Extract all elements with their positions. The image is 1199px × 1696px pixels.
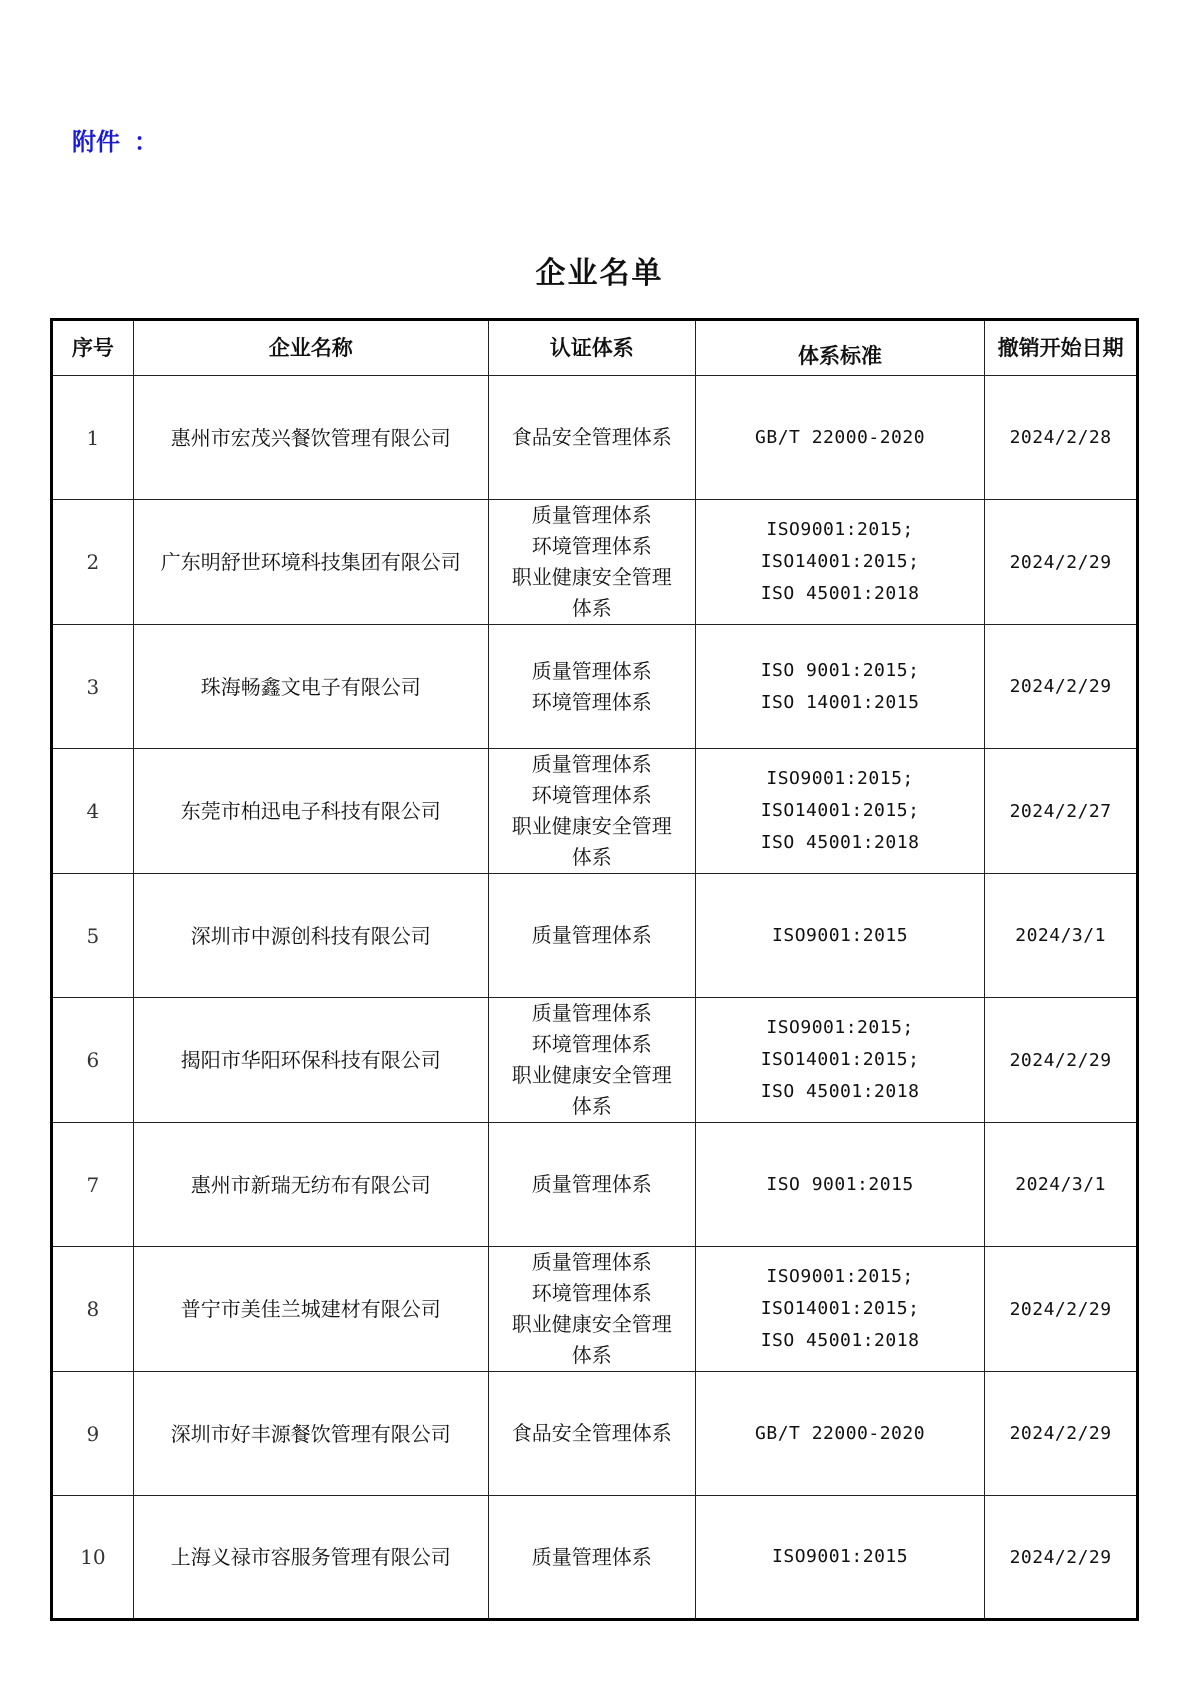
row-cert-system xyxy=(488,998,695,1123)
row-cert-system xyxy=(488,1372,695,1496)
standard-line: GB/T 22000-2020 xyxy=(755,426,926,448)
row-revoke-date: 2024/3/1 xyxy=(985,1123,1138,1247)
table-row xyxy=(52,376,1138,500)
standard-line: ISO9001:2015; xyxy=(766,768,914,789)
row-seq: 4 xyxy=(52,749,134,874)
standard-line: ISO14001:2015; xyxy=(760,800,920,821)
header-seq: 序号 xyxy=(52,320,134,376)
cert-system-line: 职业健康安全管理 xyxy=(511,1312,672,1336)
row-revoke-date: 2024/2/29 xyxy=(985,1247,1138,1372)
row-seq: 9 xyxy=(52,1372,134,1496)
cert-system-line: 质量管理体系 xyxy=(531,1172,652,1196)
cert-system-line: 职业健康安全管理 xyxy=(511,1063,672,1087)
standard-line: ISO 14001:2015 xyxy=(760,691,920,713)
cert-system-line: 体系 xyxy=(571,1094,612,1118)
row-seq: 7 xyxy=(52,1123,134,1247)
row-revoke-date: 2024/2/29 xyxy=(985,998,1138,1123)
table-row xyxy=(52,1247,1138,1372)
cert-system-line: 食品安全管理体系 xyxy=(511,425,672,449)
cert-system-line: 质量管理体系 xyxy=(531,752,652,776)
row-standard xyxy=(695,625,984,749)
row-company-name: 珠海畅鑫文电子有限公司 xyxy=(133,625,488,749)
row-company-name: 深圳市好丰源餐饮管理有限公司 xyxy=(133,1372,488,1496)
row-revoke-date: 2024/2/29 xyxy=(985,1372,1138,1496)
row-company-name: 深圳市中源创科技有限公司 xyxy=(133,874,488,998)
row-seq: 2 xyxy=(52,500,134,625)
row-cert-system xyxy=(488,500,695,625)
row-company-name: 上海义禄市容服务管理有限公司 xyxy=(133,1496,488,1620)
row-company-name: 普宁市美佳兰城建材有限公司 xyxy=(133,1247,488,1372)
row-company-name: 揭阳市华阳环保科技有限公司 xyxy=(133,998,488,1123)
cert-system-line: 质量管理体系 xyxy=(531,1001,652,1025)
table-row xyxy=(52,1372,1138,1496)
cert-system-line: 质量管理体系 xyxy=(531,1250,652,1274)
header-system: 认证体系 xyxy=(488,320,695,376)
cert-system-line: 质量管理体系 xyxy=(531,658,652,683)
standard-line: ISO 9001:2015; xyxy=(760,659,920,681)
standard-line: ISO9001:2015; xyxy=(766,519,914,540)
standard-line: ISO 9001:2015 xyxy=(766,1173,914,1195)
table-row xyxy=(52,874,1138,998)
cert-system-line: 体系 xyxy=(571,596,612,620)
row-seq: 6 xyxy=(52,998,134,1123)
standard-line: ISO9001:2015; xyxy=(766,1266,914,1287)
standard-line: ISO9001:2015 xyxy=(772,924,909,946)
table-row xyxy=(52,1496,1138,1620)
cert-system-line: 环境管理体系 xyxy=(531,534,652,558)
header-date: 撤销开始日期 xyxy=(985,320,1138,376)
table-row xyxy=(52,749,1138,874)
row-company-name: 东莞市柏迅电子科技有限公司 xyxy=(133,749,488,874)
row-revoke-date: 2024/2/29 xyxy=(985,1496,1138,1620)
row-revoke-date: 2024/2/29 xyxy=(985,625,1138,749)
table-row xyxy=(52,998,1138,1123)
row-seq: 10 xyxy=(52,1496,134,1620)
page-title: 企业名单 xyxy=(535,256,664,291)
row-company-name: 广东明舒世环境科技集团有限公司 xyxy=(133,500,488,625)
header-company: 企业名称 xyxy=(133,320,488,376)
row-cert-system xyxy=(488,874,695,998)
cert-system-line: 环境管理体系 xyxy=(531,1281,652,1305)
attachment-text: 附件 xyxy=(72,128,120,156)
row-revoke-date: 2024/2/27 xyxy=(985,749,1138,874)
row-cert-system xyxy=(488,1496,695,1620)
enterprise-table xyxy=(50,318,1139,1621)
table-row xyxy=(52,1123,1138,1247)
row-seq: 5 xyxy=(52,874,134,998)
row-standard xyxy=(695,376,984,500)
cert-system-line: 环境管理体系 xyxy=(531,1032,652,1056)
row-standard xyxy=(695,1496,984,1620)
cert-system-line: 职业健康安全管理 xyxy=(511,814,672,838)
cert-system-line: 职业健康安全管理 xyxy=(511,565,672,589)
table-row xyxy=(52,500,1138,625)
standard-line: ISO 45001:2018 xyxy=(760,832,920,853)
row-standard xyxy=(695,998,984,1123)
table-row xyxy=(52,625,1138,749)
cert-system-line: 体系 xyxy=(571,845,612,869)
row-seq: 1 xyxy=(52,376,134,500)
table-body xyxy=(52,376,1138,1620)
table-header-row xyxy=(52,320,1138,376)
cert-system-line: 体系 xyxy=(571,1343,612,1367)
standard-line: ISO14001:2015; xyxy=(760,551,920,572)
row-standard xyxy=(695,874,984,998)
standard-line: ISO 45001:2018 xyxy=(760,583,920,604)
cert-system-line: 质量管理体系 xyxy=(531,1544,652,1569)
header-standard: 体系标准 xyxy=(695,320,984,376)
standard-line: ISO9001:2015; xyxy=(766,1017,914,1038)
row-company-name: 惠州市宏茂兴餐饮管理有限公司 xyxy=(133,376,488,500)
standard-line: ISO 45001:2018 xyxy=(760,1330,920,1351)
row-standard xyxy=(695,1123,984,1247)
row-revoke-date: 2024/2/28 xyxy=(985,376,1138,500)
row-company-name: 惠州市新瑞无纺布有限公司 xyxy=(133,1123,488,1247)
row-cert-system xyxy=(488,749,695,874)
row-cert-system xyxy=(488,1123,695,1247)
row-seq: 3 xyxy=(52,625,134,749)
standard-line: ISO 45001:2018 xyxy=(760,1081,920,1102)
row-cert-system xyxy=(488,625,695,749)
cert-system-line: 环境管理体系 xyxy=(531,783,652,807)
row-standard xyxy=(695,749,984,874)
row-standard xyxy=(695,1372,984,1496)
attachment-colon: ： xyxy=(134,128,158,156)
attachment-label xyxy=(72,122,158,157)
cert-system-line: 质量管理体系 xyxy=(531,923,652,947)
cert-system-line: 质量管理体系 xyxy=(531,503,652,527)
standard-line: ISO9001:2015 xyxy=(772,1546,909,1567)
row-revoke-date: 2024/3/1 xyxy=(985,874,1138,998)
standard-line: ISO14001:2015; xyxy=(760,1298,920,1319)
standard-line: GB/T 22000-2020 xyxy=(755,1422,926,1444)
row-standard xyxy=(695,500,984,625)
standard-line: ISO14001:2015; xyxy=(760,1049,920,1070)
row-seq: 8 xyxy=(52,1247,134,1372)
row-revoke-date: 2024/2/29 xyxy=(985,500,1138,625)
cert-system-line: 环境管理体系 xyxy=(531,689,652,714)
cert-system-line: 食品安全管理体系 xyxy=(511,1421,672,1445)
row-cert-system xyxy=(488,376,695,500)
row-standard xyxy=(695,1247,984,1372)
row-cert-system xyxy=(488,1247,695,1372)
